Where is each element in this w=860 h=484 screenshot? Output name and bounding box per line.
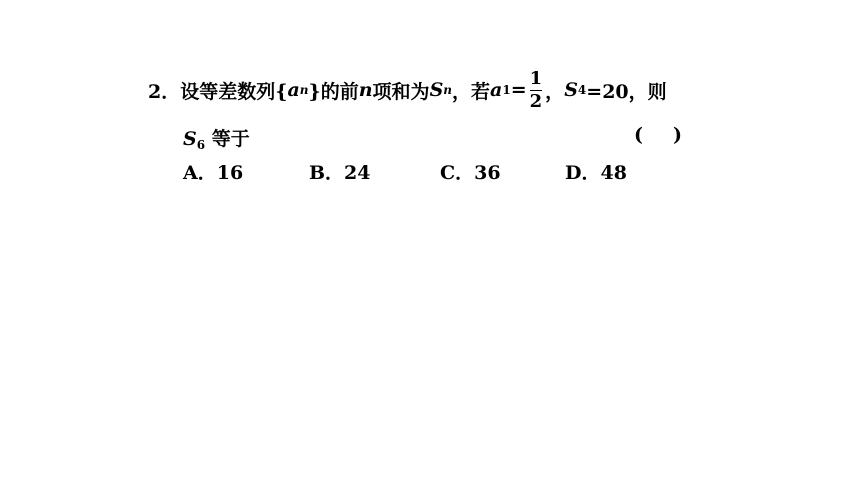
question-text-1: 设等差数列{	[180, 80, 288, 103]
option-b: B．24	[309, 162, 371, 184]
var-a-sub: n	[299, 83, 309, 97]
question-text-2: }的前	[308, 80, 359, 103]
question-text-5: ，	[545, 80, 565, 103]
equals-sign: =	[510, 79, 527, 101]
question-number: 2．	[148, 80, 181, 103]
var-a1-sub: 1	[502, 83, 511, 97]
question-line-1	[148, 67, 667, 112]
option-c: C．36	[440, 162, 501, 184]
answer-blank	[634, 124, 682, 146]
var-n: n	[358, 79, 373, 101]
var-S4: S	[564, 79, 578, 101]
fraction	[529, 67, 543, 112]
var-S4-sub: 4	[577, 83, 587, 97]
fraction-numerator: 1	[529, 67, 543, 89]
var-S6-sub: 6	[196, 138, 206, 152]
paren-close: )	[673, 124, 682, 146]
paren-open: (	[634, 124, 643, 146]
var-S: S	[429, 79, 444, 101]
var-S-sub: n	[443, 83, 453, 97]
var-a1: a	[490, 79, 503, 101]
question-text-7: 等于	[211, 128, 250, 150]
question-text-3: 项和为	[372, 80, 430, 103]
fraction-denominator: 2	[529, 90, 543, 112]
option-a: A．16	[183, 162, 244, 184]
var-S6: S	[183, 128, 197, 150]
question-line-2	[183, 124, 250, 152]
question-text-4: ，若	[452, 80, 491, 103]
question-text-6: =20，则	[586, 80, 667, 103]
var-a: a	[287, 79, 300, 101]
option-d: D．48	[565, 162, 627, 184]
